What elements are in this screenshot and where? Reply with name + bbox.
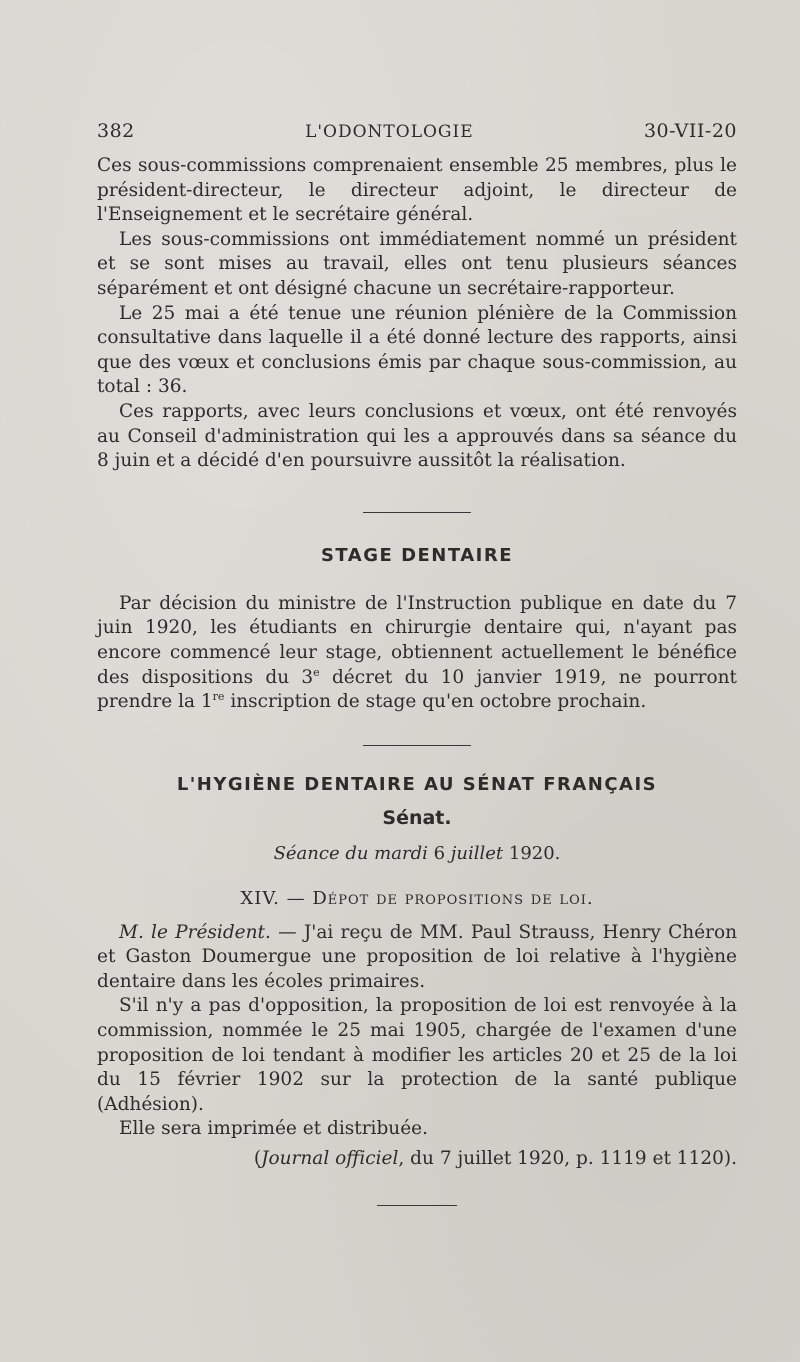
senate-subtitle: Sénat.: [382, 806, 452, 829]
source-citation: (Journal officiel, du 7 juillet 1920, p. 1119 et 1120).: [253, 1148, 737, 1170]
stage-section-title: STAGE DENTAIRE: [320, 544, 514, 566]
section-divider: [363, 512, 471, 513]
intro-paragraph-2: Les sous-commissions ont immédiatement nommé un président et se sont mises au travail, elles ont tenu plusieurs séances séparément et ont désigné chacune un secrétaire-rapporteur.: [97, 228, 737, 299]
superscript: e: [313, 665, 320, 679]
speaker-label: M. le Président.: [119, 921, 271, 943]
page-number: 382: [97, 120, 135, 142]
chapter-heading: XIV. — Dépot de propositions de loi.: [240, 887, 594, 909]
speech-paragraph: M. le Président. — J'ai reçu de MM. Paul Strauss, Henry Chéron et Gaston Doumergue une proposition de loi relative à l'hygiène dentaire dans les écoles primaires.: [97, 921, 737, 992]
intro-paragraph-3: Le 25 mai a été tenue une réunion plénière de la Commission consultative dans laquelle il a été donné lecture des rapports, ainsi que des vœux et conclusions émis par chaque sous-commission, au total : 36.: [97, 302, 737, 398]
journal-title: L'ODONTOLOGIE: [305, 122, 474, 142]
intro-paragraph-1: Ces sous-commissions comprenaient ensemble 25 membres, plus le président-directeur, le directeur adjoint, le directeur de l'Enseignement et le secrétaire général.: [97, 155, 737, 226]
hygiene-section-title: L'HYGIÈNE DENTAIRE AU SÉNAT FRANÇAIS: [176, 773, 658, 795]
superscript: re: [212, 690, 225, 704]
section-divider: [377, 1205, 457, 1206]
referral-paragraph: S'il n'y a pas d'opposition, la proposition de loi est renvoyée à la commission, nommée le 25 mai 1905, chargée de l'examen d'une proposition de loi tendant à modifier les articles 20 et 25 de la loi du 15 février 1902 sur la protection de la santé publique (Adhésion).: [97, 995, 737, 1115]
section-divider: [363, 745, 471, 746]
document-page: [97, 120, 737, 1206]
printing-paragraph: Elle sera imprimée et distribuée.: [119, 1118, 428, 1140]
issue-date: 30-VII-20: [643, 120, 737, 142]
session-line: Séance du mardi 6 juillet 1920.: [273, 842, 561, 864]
running-header: [97, 120, 737, 154]
intro-section: [97, 154, 737, 474]
stage-paragraph: Par décision du ministre de l'Instruction publique en date du 7 juin 1920, les étudiants en chirurgie dentaire qui, n'ayant pas encore commencé leur stage, obtiennent actuellement le bénéfice des dispositions du 3e décret du 10 janvier 1919, ne pourront prendre la 1re inscription de stage qu'en octobre prochain.: [97, 592, 737, 713]
intro-paragraph-4: Ces rapports, avec leurs conclusions et vœux, ont été renvoyés au Conseil d'administration qui les a approuvés dans sa séance du 8 juin et a décidé d'en poursuivre aussitôt la réalisation.: [97, 400, 737, 472]
